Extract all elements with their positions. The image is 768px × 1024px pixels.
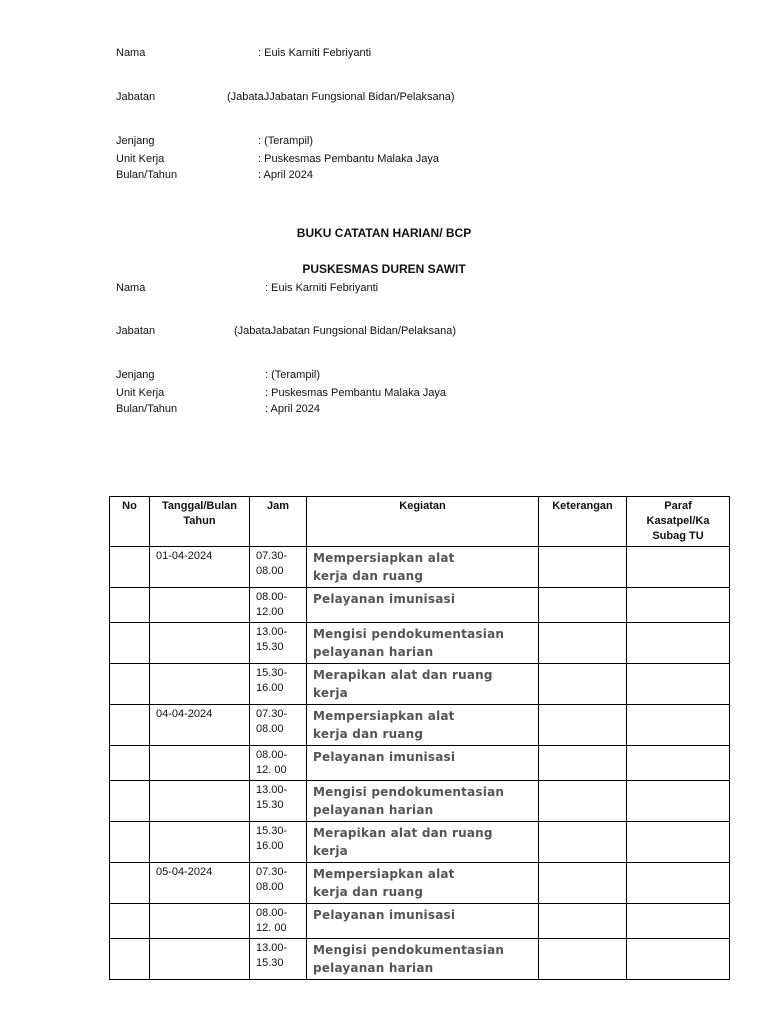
cell-no — [110, 623, 150, 664]
nama-label-1: Nama — [116, 47, 146, 59]
cell-jam: 13.00- 15.30 — [250, 781, 307, 822]
document-subtitle: PUSKESMAS DUREN SAWIT — [302, 262, 466, 276]
cell-keterangan — [539, 547, 627, 588]
cell-jam: 13.00- 15.30 — [250, 939, 307, 980]
unit-kerja-value-1: : Puskesmas Pembantu Malaka Jaya — [258, 153, 439, 165]
table-row — [110, 904, 730, 939]
cell-keterangan — [539, 781, 627, 822]
nama-label-2: Nama — [116, 282, 146, 294]
unit-kerja-label-2: Unit Kerja — [116, 387, 165, 399]
cell-kegiatan: Mempersiapkan alat kerja dan ruang — [307, 705, 539, 746]
document-title: BUKU CATATAN HARIAN/ BCP — [296, 226, 472, 240]
cell-kegiatan: Pelayanan imunisasi — [307, 904, 539, 939]
cell-no — [110, 746, 150, 781]
cell-kegiatan: Merapikan alat dan ruang kerja — [307, 664, 539, 705]
cell-keterangan — [539, 705, 627, 746]
cell-paraf — [627, 547, 730, 588]
cell-paraf — [627, 588, 730, 623]
cell-tanggal — [150, 746, 250, 781]
cell-keterangan — [539, 746, 627, 781]
bulan-tahun-value-2: : April 2024 — [265, 403, 321, 415]
cell-jam: 07.30- 08.00 — [250, 863, 307, 904]
cell-tanggal: 05-04-2024 — [150, 863, 250, 904]
activity-log-table — [109, 496, 730, 980]
cell-paraf — [627, 939, 730, 980]
nama-value-1: : Euis Karniti Febriyanti — [258, 47, 372, 59]
cell-tanggal — [150, 588, 250, 623]
jenjang-value-2: : (Terampil) — [265, 369, 321, 381]
cell-jam: 15.30- 16.00 — [250, 822, 307, 863]
header-jam: Jam — [250, 497, 307, 547]
cell-no — [110, 588, 150, 623]
nama-value-2: : Euis Karniti Febriyanti — [265, 282, 379, 294]
unit-kerja-value-2: : Puskesmas Pembantu Malaka Jaya — [265, 387, 446, 399]
cell-kegiatan: Pelayanan imunisasi — [307, 746, 539, 781]
cell-tanggal — [150, 904, 250, 939]
jenjang-label-2: Jenjang — [116, 369, 155, 381]
bulan-tahun-label-1: Bulan/Tahun — [116, 169, 178, 181]
cell-no — [110, 547, 150, 588]
cell-keterangan — [539, 664, 627, 705]
cell-paraf — [627, 705, 730, 746]
cell-jam: 13.00- 15.30 — [250, 623, 307, 664]
bulan-tahun-label-2: Bulan/Tahun — [116, 403, 178, 415]
cell-no — [110, 822, 150, 863]
table-row — [110, 547, 730, 588]
cell-keterangan — [539, 588, 627, 623]
cell-paraf — [627, 863, 730, 904]
cell-paraf — [627, 822, 730, 863]
jenjang-label-1: Jenjang — [116, 135, 155, 147]
table-row — [110, 822, 730, 863]
jabatan-value-2: (JabataJabatan Fungsional Bidan/Pelaksana) — [234, 325, 456, 337]
cell-keterangan — [539, 904, 627, 939]
jabatan-label-1: Jabatan — [116, 91, 156, 103]
table-row — [110, 588, 730, 623]
cell-no — [110, 781, 150, 822]
table-row — [110, 781, 730, 822]
cell-no — [110, 705, 150, 746]
unit-kerja-label-1: Unit Kerja — [116, 153, 165, 165]
cell-tanggal — [150, 781, 250, 822]
cell-tanggal: 04-04-2024 — [150, 705, 250, 746]
cell-kegiatan: Mengisi pendokumentasian pelayanan harian — [307, 939, 539, 980]
cell-kegiatan: Mempersiapkan alat kerja dan ruang — [307, 547, 539, 588]
header-keterangan: Keterangan — [539, 497, 627, 547]
cell-kegiatan: Mengisi pendokumentasian pelayanan harian — [307, 781, 539, 822]
jabatan-value-1: (JabataJJabatan Fungsional Bidan/Pelaksana) — [227, 91, 455, 103]
header-kegiatan: Kegiatan — [307, 497, 539, 547]
cell-kegiatan: Merapikan alat dan ruang kerja — [307, 822, 539, 863]
cell-paraf — [627, 664, 730, 705]
table-row — [110, 623, 730, 664]
cell-tanggal — [150, 939, 250, 980]
cell-kegiatan: Mengisi pendokumentasian pelayanan harian — [307, 623, 539, 664]
cell-kegiatan: Pelayanan imunisasi — [307, 588, 539, 623]
cell-paraf — [627, 623, 730, 664]
cell-jam: 15.30- 16.00 — [250, 664, 307, 705]
jenjang-value-1: : (Terampil) — [258, 135, 314, 147]
header-tanggal: Tanggal/Bulan Tahun — [150, 497, 250, 547]
cell-keterangan — [539, 863, 627, 904]
cell-jam: 08.00- 12.00 — [250, 588, 307, 623]
table-row — [110, 746, 730, 781]
cell-paraf — [627, 746, 730, 781]
cell-keterangan — [539, 939, 627, 980]
header-paraf: Paraf Kasatpel/Ka Subag TU — [627, 497, 730, 547]
table-row — [110, 705, 730, 746]
cell-tanggal: 01-04-2024 — [150, 547, 250, 588]
cell-tanggal — [150, 822, 250, 863]
cell-tanggal — [150, 664, 250, 705]
cell-paraf — [627, 781, 730, 822]
cell-no — [110, 904, 150, 939]
cell-jam: 08.00- 12. 00 — [250, 746, 307, 781]
cell-keterangan — [539, 623, 627, 664]
jabatan-label-2: Jabatan — [116, 325, 156, 337]
table-row — [110, 939, 730, 980]
bulan-tahun-value-1: : April 2024 — [258, 169, 314, 181]
table-row — [110, 863, 730, 904]
table-header-row — [110, 497, 730, 547]
cell-paraf — [627, 904, 730, 939]
header-no: No — [110, 497, 150, 547]
cell-no — [110, 863, 150, 904]
cell-jam: 07.30- 08.00 — [250, 705, 307, 746]
table-row — [110, 664, 730, 705]
cell-jam: 08.00- 12. 00 — [250, 904, 307, 939]
cell-no — [110, 939, 150, 980]
cell-keterangan — [539, 822, 627, 863]
cell-no — [110, 664, 150, 705]
table-body — [110, 547, 730, 980]
cell-tanggal — [150, 623, 250, 664]
cell-kegiatan: Mempersiapkan alat kerja dan ruang — [307, 863, 539, 904]
cell-jam: 07.30- 08.00 — [250, 547, 307, 588]
